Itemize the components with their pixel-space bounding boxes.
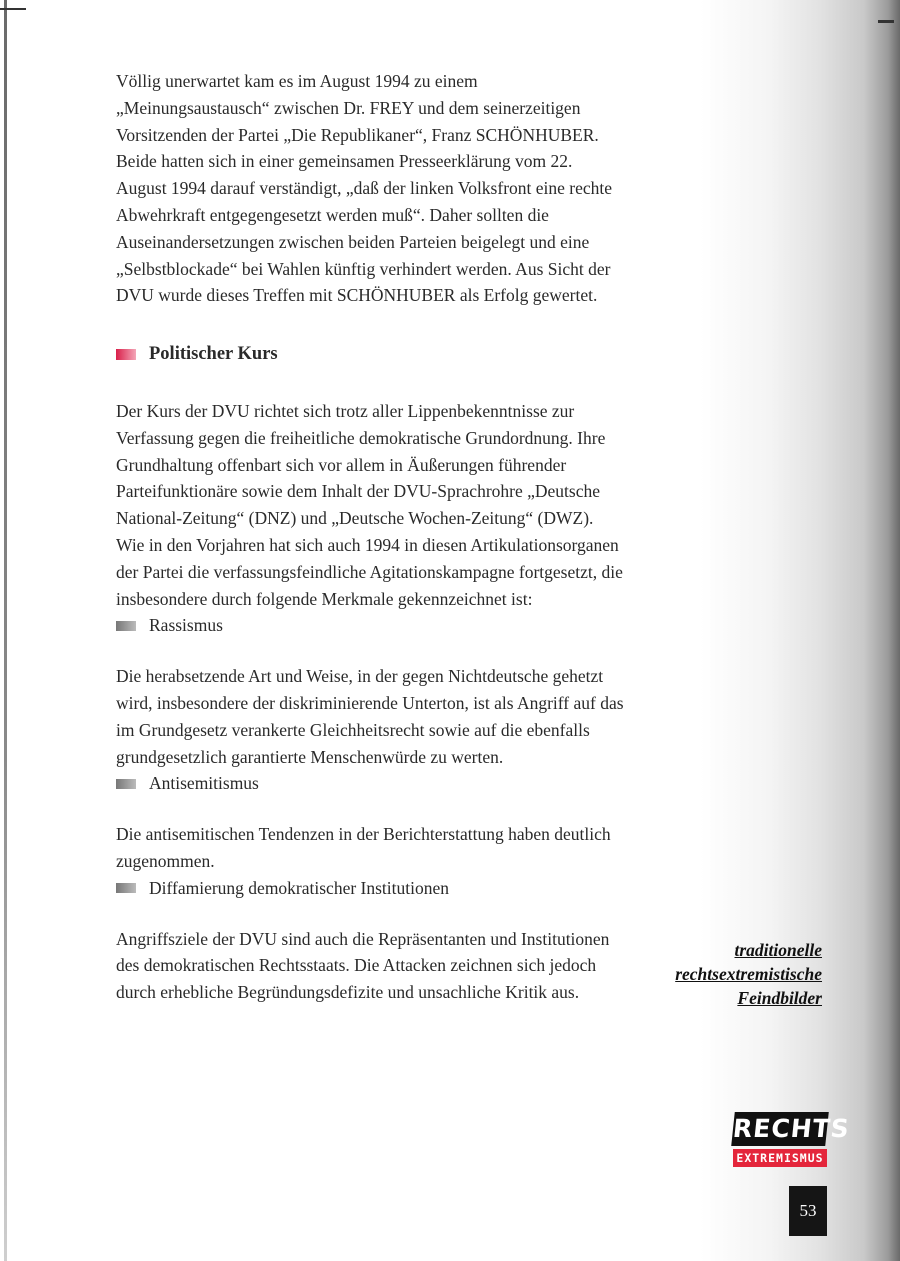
margin-note: [600, 938, 822, 1010]
section-heading-text: Politischer Kurs: [149, 344, 278, 365]
feature-heading-rassismus: [116, 612, 624, 639]
square-bullet-icon: [116, 349, 136, 360]
section-paragraph: Der Kurs der DVU richtet sich trotz aller Lippenbekenntnisse zur Verfassung gegen die freiheitliche demokratische Grundordnung. Ihre Grundhaltung offenbart sich vor allem in Äußerungen führender Parteifunktionäre sowie dem Inhalt der DVU-Sprachrohre „Deutsche National-Zeitung“ (DNZ) und „Deutsche Wochen-Zeitung“ (DWZ). Wie in den Vorjahren hat sich auch 1994 in diesen Artikulationsorganen der Partei die verfassungsfeindliche Agitationskampagne fortgesetzt, die insbesondere durch folgende Merkmale gekennzeichnet ist:: [116, 400, 623, 609]
logo-top-text: RECHTS: [731, 1112, 829, 1146]
rechtsextremismus-logo: [731, 1112, 852, 1168]
margin-note-line: Feindbilder: [737, 988, 822, 1008]
feature-text: Die herabsetzende Art und Weise, in der gegen Nichtdeutsche gehetzt wird, insbesondere der diskriminierende Unterton, ist als Angriff auf das im Grundgesetz verankerte Gleichheitsrecht sowie auf die ebenfalls grundgesetzlich garantierte Menschenwürde zu werten.: [116, 666, 624, 767]
margin-note-line: traditionelle: [734, 940, 822, 960]
page-number: 53: [789, 1186, 827, 1236]
intro-paragraph: Völlig unerwartet kam es im August 1994 zu einem „Meinungsaustausch“ zwischen Dr. FREY und dem seinerzeitigen Vorsitzenden der Partei „Die Republikaner“, Franz SCHÖNHUBER. Beide hatten sich in einer gemeinsamen Presseerklärung vom 22. August 1994 darauf verständigt, „daß der linken Volksfront eine rechte Abwehrkraft entgegengesetzt werden muß“. Daher sollten die Auseinandersetzungen zwischen beiden Parteien beigelegt und eine „Selbstblockade“ bei Wahlen künftig verhindert werden. Aus Sicht der DVU wurde dieses Treffen mit SCHÖNHUBER als Erfolg gewertet.: [116, 71, 613, 306]
page-gutter-shadow: [700, 0, 900, 1261]
margin-note-line: rechtsextremistische: [675, 964, 822, 984]
feature-title: Diffamierung demokratischer Institutionen: [149, 877, 450, 898]
crop-mark-right: [878, 20, 894, 23]
section-heading: [116, 341, 624, 368]
feature-text: Die antisemitischen Tendenzen in der Berichterstattung haben deutlich zugenommen.: [116, 824, 611, 871]
square-bullet-icon: [116, 883, 136, 893]
crop-mark: [0, 8, 26, 10]
main-text-column: [116, 68, 624, 1006]
logo-bottom-text: EXTREMISMUS: [733, 1149, 827, 1167]
feature-heading-antisemitismus: [116, 770, 624, 797]
feature-heading-diffamierung: [116, 875, 624, 902]
feature-title: Rassismus: [149, 615, 223, 636]
square-bullet-icon: [116, 621, 136, 631]
feature-title: Antisemitismus: [149, 773, 259, 794]
square-bullet-icon: [116, 779, 136, 789]
binding-edge: [4, 0, 7, 1261]
feature-text: Angriffsziele der DVU sind auch die Repräsentanten und Institutionen des demokratischen Rechtsstaats. Die Attacken zeichnen sich jedoch durch erhebliche Begründungsdefizite und unsachliche Kritik aus.: [116, 928, 610, 1003]
